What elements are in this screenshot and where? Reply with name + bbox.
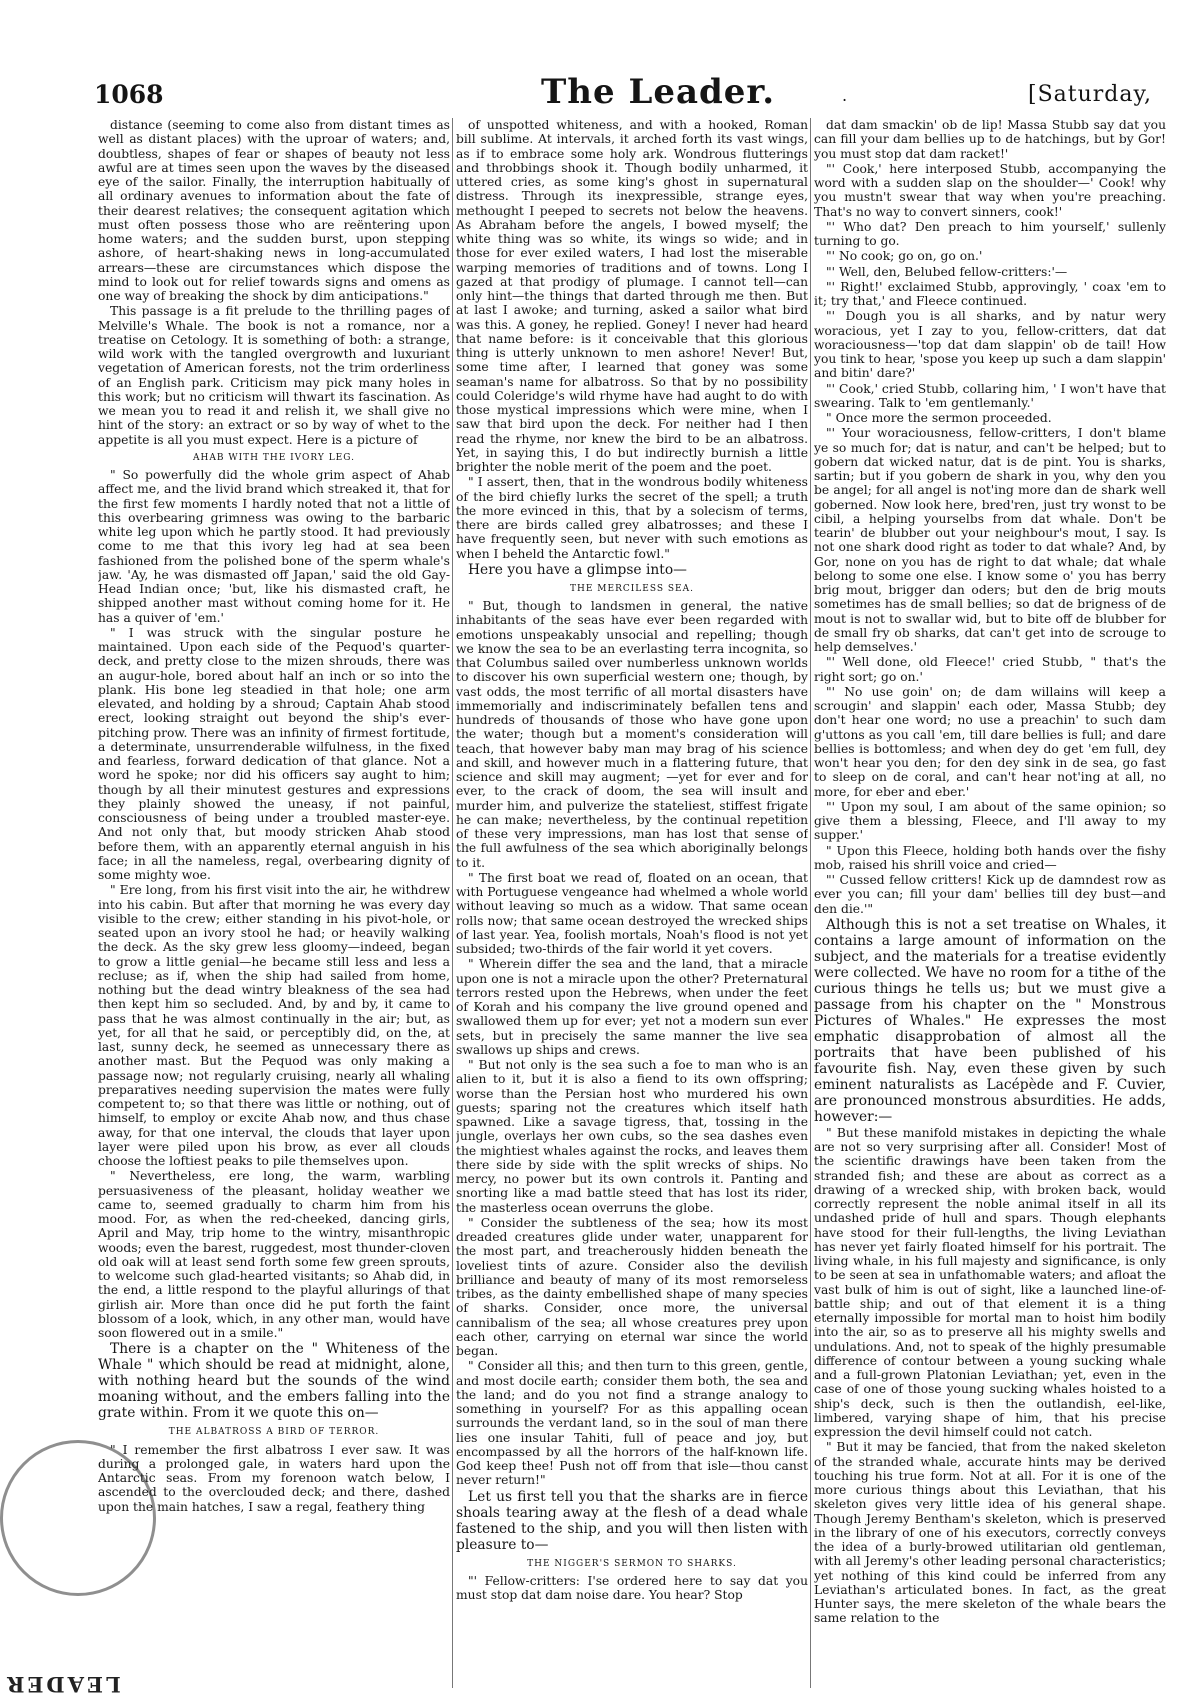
editorial-paragraph: Although this is not a set treatise on Whales, it contains a large amount of information on the subject, and the materials for a treatise evidently were collected. We have no room for a tithe of the curious things he tells us; but we must give a passage from his chapter on the " Monstrous Pictures of Whales." He expresses the most emphatic disapprobation of almost all the portraits that have been published of his favourite fish. Nay, even these given by such eminent naturalists as Lacépède and F. Cuvier, are pronounced monstrous absurdities. He adds, however:— xyxy=(814,916,1166,1125)
paragraph: distance (seeming to come also from distant times as well as distant places) with the uproar of waters; and, doubtless, shapes of fear or shapes of beauty not less awful are at times seen upon the waves by the diseased eye of the sailor. Finally, the interruption habitually of all ordinary avenues to information about the fate of their dearest relatives; the consequent agitation which must often possess those who are reëntering upon home waters; and the sudden burst, upon stepping ashore, of heart-shaking news in long-accumulated arrears—these are circumstances which dispose the mind to look out for relief towards signs and omens as one way of breaking the shock by dim anticipations." xyxy=(98,118,450,303)
paragraph: "' Cook,' here interposed Stubb, accompanying the word with a sudden slap on the shoulder—' Cook! why you mustn't swear that way when you're preaching. That's no way to convert sinners, cook!' xyxy=(814,161,1166,219)
section-heading: THE MERCILESS SEA. xyxy=(570,583,694,594)
section-heading: THE NIGGER'S SERMON TO SHARKS. xyxy=(527,1558,737,1569)
paragraph: This passage is a fit prelude to the thrilling pages of Melville's Whale. The book is not a romance, nor a treatise on Cetology. It is something of both: a strange, wild work with the tangled overgrowth and luxuriant vegetation of American forests, not the trim orderliness of an English park. Criticism may pick many holes in this work; but no criticism will thwart its fascination. As we mean you to read it and relish it, we shall give no hint of the story: an extract or so by way of whet to the appetite is all you must expect. Here is a picture of xyxy=(98,304,450,447)
masthead-title: The Leader. xyxy=(540,72,776,112)
paragraph: " But it may be fancied, that from the naked skeleton of the stranded whale, accurate hints may be derived touching his true form. Not at all. For it is one of the more curious things about this Leviathan, that his skeleton gives very little idea of his general shape. Though Jeremy Bentham's skeleton, which is preserved in the library of one of his executors, correctly conveys the idea of a burly-browed utilitarian old gentleman, with all Jeremy's other leading personal characteristics; yet nothing of this kind could be inferred from any Leviathan's articulated bones. In fact, as the great Hunter says, the mere skeleton of the whale bears the same relation to the xyxy=(814,1440,1166,1626)
column-3 xyxy=(814,118,1166,1688)
header-day: [Saturday, xyxy=(1028,82,1152,107)
editorial-paragraph: Here you have a glimpse into— xyxy=(468,561,687,578)
page-header xyxy=(88,72,1152,118)
paragraph: "' Well done, old Fleece!' cried Stubb, " that's the right sort; go on.' xyxy=(814,655,1166,684)
paragraph: of unspotted whiteness, and with a hooked, Roman bill sublime. At intervals, it arched forth its vast wings, as if to embrace some holy ark. Wondrous flutterings and throbbings shook it. Though bodily unharmed, it uttered cries, as some king's ghost in supernatural distress. Through its inexpressible, strange eyes, methought I peeped to secrets not below the heavens. As Abraham before the angels, I bowed myself; the white thing was so white, its wings so wide; and in those for ever exiled waters, I had lost the miserable warping memories of traditions and of towns. Long I gazed at that prodigy of plumage. I cannot tell—can only hint—the things that darted through me then. But at last I awoke; and turning, asked a sailor what bird was this. A goney, he replied. Goney! I never had heard that name before: is it conceivable that this glorious thing is utterly unknown to men ashore! Never! But, some time after, I learned that goney was some seaman's name for albatross. So that by no possibility could Coleridge's wild rhyme have had aught to do with those mystical impressions which were mine, when I saw that bird upon the deck. For neither had I then read the rhyme, nor knew the bird to be an albatross. Yet, in saying this, I do but indirectly burnish a little brighter the noble merit of the poem and the poet. xyxy=(456,118,808,474)
paragraph: " So powerfully did the whole grim aspect of Ahab affect me, and the livid brand which streaked it, that for the first few moments I hardly noted that not a little of this overbearing grimness was owing to the barbaric white leg upon which he partly stood. It had previously come to me that this ivory leg had at sea been fashioned from the polished bone of the sperm whale's jaw. 'Ay, he was dismasted off Japan,' said the old Gay-Head Indian once; 'but, like his dismasted craft, he shipped another mast without coming home for it. He has a quiver of 'em.' xyxy=(98,468,450,625)
text-columns xyxy=(98,118,1166,1688)
paragraph: "' Upon my soul, I am about of the same opinion; so give them a blessing, Fleece, and I'll away to my supper.' xyxy=(814,799,1166,843)
paragraph: " Consider the subtleness of the sea; how its most dreaded creatures glide under water, unapparent for the most part, and treacherously hidden beneath the loveliest tints of azure. Consider also the devilish brilliance and beauty of many of its most remorseless tribes, as the dainty embellished shape of many species of sharks. Consider, once more, the universal cannibalism of the sea; all whose creatures prey upon each other, carrying on eternal war since the world began. xyxy=(456,1215,808,1358)
paragraph: "' No use goin' on; de dam willains will keep a scrougin' and slappin' each oder, Massa Stubb; dey don't hear one word; no use a preachin' to such dam g'uttons as you call 'em, till dare bellies is full; and dare bellies is bottomless; and when dey do get 'em full, dey won't hear you den; for den dey sink in de sea, go fast to sleep on de coral, and can't hear not'ing at all, no more, for eber and eber.' xyxy=(814,684,1166,799)
paragraph: "' Your woraciousness, fellow-critters, I don't blame ye so much for; dat is natur, and can't be helped; but to gobern dat wicked natur, dat is de pint. You is sharks, sartin; but if you gobern de shark in you, why den you be angel; for all angel is not'ing more dan de shark well goberned. Now look here, bred'ren, just try wonst to be cibil, a helping yourselbs from dat whale. Don't be tearin' de blubber out your neighbour's mout, I say. Is not one shark dood right as toder to dat whale? And, by Gor, none on you has de right to dat whale; dat whale belong to some one else. I know some o' you has berry brig mout, brigger dan oders; but den de brig mouts sometimes has de small bellies; so dat de brigness of de mout is not to swallar wid, but to bite off de blubber for de small fry ob sharks, dat can't get into de scrouge to help demselves.' xyxy=(814,426,1166,654)
paragraph: " I was struck with the singular posture he maintained. Upon each side of the Pequod's quarter-deck, and pretty close to the mizen shrouds, there was an augur-hole, bored about half an inch or so into the plank. His bone leg steadied in that hole; one arm elevated, and holding by a shroud; Captain Ahab stood erect, looking straight out beyond the ship's ever-pitching prow. There was an infinity of firmest fortitude, a determinate, unsurrenderable wilfulness, in the fixed and fearless, forward dedication of that glance. Not a word he spoke; nor did his officers say aught to him; though by all their minutest gestures and expressions they plainly showed the uneasy, if not painful, consciousness of being under a troubled master-eye. And not only that, but moody stricken Ahab stood before them, with an apparently eternal anguish in his face; in all the nameless, regal, overbearing dignity of some mighty woe. xyxy=(98,625,450,882)
column-rule xyxy=(452,118,453,1688)
paragraph: "' Fellow-critters: I'se ordered here to say dat you must stop dat dam noise dare. You hear? Stop xyxy=(456,1573,808,1602)
column-1 xyxy=(98,118,450,1688)
editorial-paragraph: There is a chapter on the " Whiteness of the Whale " which should be read at midnight, alone, with nothing heard but the sounds of the wind moaning without, and the embers falling into the grate within. From it we quote this on— xyxy=(98,1341,450,1422)
paragraph: " Ere long, from his first visit into the air, he withdrew into his cabin. But after that morning he was every day visible to the crew; either standing in his pivot-hole, or seated upon an ivory stool he had; or heavily walking the deck. As the sky grew less gloomy—indeed, began to grow a little genial—he became still less and less a recluse; as if, when the ship had sailed from home, nothing but the dead wintry bleakness of the sea had then kept him so secluded. And, by and by, it came to pass that he was almost continually in the air; but, as yet, for all that he said, or perceptibly did, on the, at last, sunny deck, he seemed as unnecessary there as another mast. But the Pequod was only making a passage now; not regularly cruising, nearly all whaling preparatives needing supervision the mates were fully competent to; so that there was little or nothing, out of himself, to employ or excite Ahab now, and thus chase away, for that one interval, the clouds that layer upon layer were piled upon his brow, as ever all clouds choose the loftiest peaks to pile themselves upon. xyxy=(98,883,450,1168)
library-seal-icon xyxy=(0,1440,156,1596)
leader-stamp: LEADER xyxy=(4,1672,121,1697)
paragraph: " But, though to landsmen in general, the native inhabitants of the seas have ever been regarded with emotions unspeakably unsocial and repelling; though we know the sea to be an everlasting terra incognita, so that Columbus sailed over numberless unknown worlds to discover his own superficial western one; though, by vast odds, the most terrific of all mortal disasters have immemorially and indiscriminately befallen tens and hundreds of thousands of those who have gone upon the water; though but a moment's consideration will teach, that however baby man may brag of his science and skill, and however much in a flattering future, that science and skill may augment; —yet for ever and for ever, to the crack of doom, the sea will insult and murder him, and pulverize the stateliest, stiffest frigate he can make; nevertheless, by the continual repetition of these very impressions, man has lost that sense of the full awfulness of the sea which aboriginally belongs to it. xyxy=(456,599,808,870)
column-rule xyxy=(810,118,811,1688)
paragraph: dat dam smackin' ob de lip! Massa Stubb say dat you can fill your dam bellies up to de hatchings, but by Gor! you must stop dat dam racket!' xyxy=(814,118,1166,161)
paragraph: " But not only is the sea such a foe to man who is an alien to it, but it is also a fiend to its own offspring; worse than the Persian host who murdered his own guests; sparing not the creatures which itself hath spawned. Like a savage tigress, that, tossing in the jungle, overlays her own cubs, so the sea dashes even the mightiest whales against the rocks, and leaves them there side by side with the split wrecks of ships. No mercy, no power but its own controls it. Panting and snorting like a mad battle steed that has lost its rider, the masterless ocean overruns the globe. xyxy=(456,1058,808,1215)
paragraph: "' Cook,' cried Stubb, collaring him, ' I won't have that swearing. Talk to 'em gentlemanly.' xyxy=(814,381,1166,410)
section-heading: AHAB WITH THE IVORY LEG. xyxy=(193,452,355,463)
editorial-paragraph: Let us first tell you that the sharks are in fierce shoals tearing away at the flesh of a dead whale fastened to the ship, and you will then listen with pleasure to— xyxy=(456,1488,808,1553)
page-number: 1068 xyxy=(94,80,164,109)
paragraph: " Consider all this; and then turn to this green, gentle, and most docile earth; consider them both, the sea and the land; and do you not find a strange analogy to something in yourself? For as this appalling ocean surrounds the verdant land, so in the soul of man there lies one insular Tahiti, full of peace and joy, but encompassed by all the horrors of the half-known life. God keep thee! Push not off from that isle—thou canst never return!" xyxy=(456,1359,808,1488)
paragraph: "' Who dat? Den preach to him yourself,' sullenly turning to go. xyxy=(814,219,1166,248)
paragraph: "' No cook; go on, go on.' xyxy=(826,249,983,264)
paragraph: "' Dough you is all sharks, and by natur wery woracious, yet I zay to you, fellow-critters, dat dat woraciousness—'top dat dam slappin' ob de tail! How you tink to hear, 'spose you keep up such a dam slappin' and bitin' dare?' xyxy=(814,309,1166,381)
paragraph: "' Well, den, Belubed fellow-critters:'— xyxy=(826,264,1068,279)
paragraph: " Nevertheless, ere long, the warm, warbling persuasiveness of the pleasant, holiday weather we came to, seemed gradually to charm him from his mood. For, as when the red-cheeked, dancing girls, April and May, trip home to the wintry, misanthropic woods; even the barest, ruggedest, most thunder-cloven old oak will at least send forth some few green sprouts, to welcome such glad-hearted visitants; so Ahab did, in the end, a little respond to the playful allurings of that girlish air. More than once did he put forth the faint blossom of a look, which, in any other man, would have soon flowered out in a smile." xyxy=(98,1169,450,1340)
paragraph: " Wherein differ the sea and the land, that a miracle upon one is not a miracle upon the other? Preternatural terrors rested upon the Hebrews, when under the feet of Korah and his company the live ground opened and swallowed them up for ever; yet not a modern sun ever sets, but in precisely the same manner the live sea swallows up ships and crews. xyxy=(456,957,808,1057)
paragraph: " But these manifold mistakes in depicting the whale are not so very surprising after all. Consider! Most of the scientific drawings have been taken from the stranded fish; and these are about as correct as a drawing of a wrecked ship, with broken back, would correctly represent the noble animal itself in all its undashed pride of hull and spars. Though elephants have stood for their full-lengths, the living Leviathan has never yet fairly floated himself for his portrait. The living whale, in his full majesty and significance, is only to be seen at sea in unfathomable waters; and afloat the vast bulk of him is out of sight, like a launched line-of-battle ship; and out of that element it is a thing eternally impossible for mortal man to hoist him bodily into the air, so as to preserve all his mighty swells and undulations. And, not to speak of the highly presumable difference of contour between a young sucking whale and a full-grown Platonian Leviathan; yet, even in the case of one of those young sucking whales hoisted to a ship's deck, such is then the outlandish, eel-like, limbered, varying shape of him, that his precise expression the devil himself could not catch. xyxy=(814,1125,1166,1439)
paragraph: " I assert, then, that in the wondrous bodily whiteness of the bird chiefly lurks the secret of the spell; a truth the more evinced in this, that by a solecism of terms, there are birds called grey albatrosses; and these I have frequently seen, but never with such emotions as when I beheld the Antarctic fowl." xyxy=(456,475,808,561)
paragraph: " The first boat we read of, floated on an ocean, that with Portuguese vengeance had whelmed a whole world without leaving so much as a widow. That same ocean rolls now; that same ocean destroyed the wrecked ships of last year. Yea, foolish mortals, Noah's flood is not yet subsided; two-thirds of the fair world it yet covers. xyxy=(456,870,808,956)
paragraph: " Once more the sermon proceeded. xyxy=(826,411,1052,425)
column-2 xyxy=(456,118,808,1688)
paragraph: " I remember the first albatross I ever saw. It was during a prolonged gale, in waters hard upon the Antarctic seas. From my forenoon watch below, I ascended to the overclouded deck; and there, dashed upon the main hatches, I saw a regal, feathery thing xyxy=(98,1442,450,1514)
section-heading: THE ALBATROSS A BIRD OF TERROR. xyxy=(168,1427,380,1438)
paragraph: "' Cussed fellow critters! Kick up de damndest row as ever you can; fill your dam' bellies till dey bust—and den die.'" xyxy=(814,873,1166,916)
header-dot: . xyxy=(842,86,848,105)
paragraph: " Upon this Fleece, holding both hands over the fishy mob, raised his shrill voice and cried— xyxy=(814,843,1166,872)
paragraph: "' Right!' exclaimed Stubb, approvingly, ' coax 'em to it; try that,' and Fleece continued. xyxy=(814,279,1166,308)
